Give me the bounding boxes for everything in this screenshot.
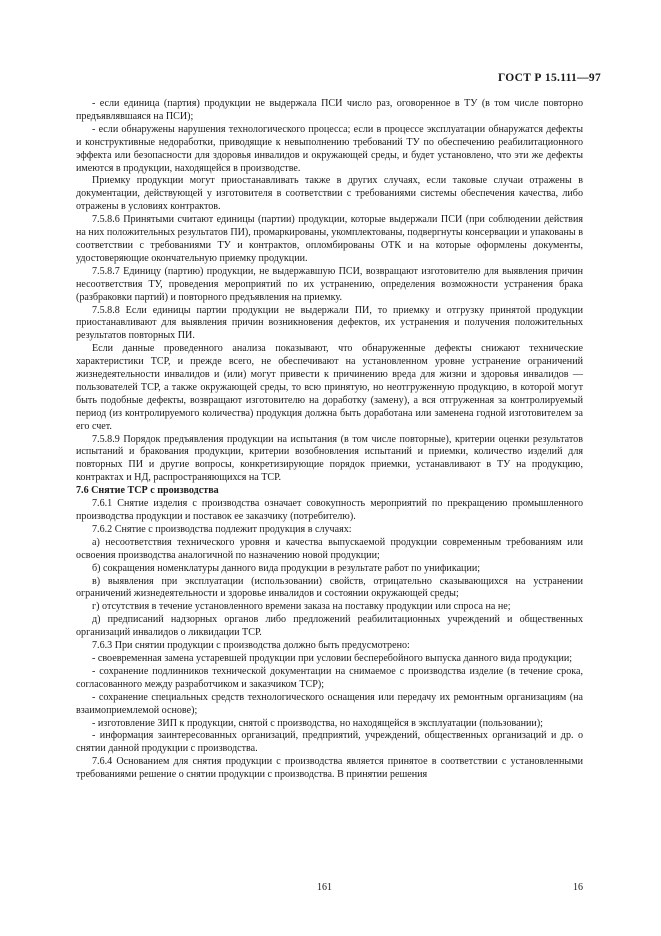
sheet-number: 16: [573, 882, 583, 893]
paragraph: 7.5.8.9 Порядок предъявления продукции на испытания (в том числе повторные), критерии оценки результатов испытаний и бракования продукции, критерии возобновления испытаний и приемки, количество изделий для повторных ПИ и другие вопросы, конкретизирующие порядок приемки, устанавливают в ТУ на продукцию, контрактах и НД, распространяющихся на ТСР.: [76, 433, 583, 484]
paragraph: - если единица (партия) продукции не выдержала ПСИ число раз, оговоренное в ТУ (в том числе повторно предъявлявшаяся на ПСИ);: [76, 98, 583, 122]
list-item: б) сокращения номенклатуры данного вида продукции в результате работ по унификации;: [92, 562, 481, 574]
list-item: в) выявления при эксплуатации (использовании) свойств, отрицательно сказывающихся на устранении ограничений жизнедеятельности и здоровье инвалидов и состоянии окружающей среды;: [76, 575, 583, 600]
document-body: [76, 98, 583, 782]
paragraph: 7.6.3 При снятии продукции с производства должно быть предусмотрено:: [92, 640, 410, 652]
list-item: д) предписаний надзорных органов либо предложений реабилитационных учреждений и общественных организаций инвалидов о ликвидации ТСР.: [76, 614, 583, 639]
paragraph: 7.6.1 Снятие изделия с производства означает совокупность мероприятий по прекращению промышленного производства продукции и поставок ее заказчику (потребителю).: [76, 498, 583, 522]
list-item: - сохранение специальных средств технологического оснащения или передачу их ремонтным организациям (на взаимоприемлемой основе);: [76, 691, 583, 716]
paragraph: 7.5.8.8 Если единицы партии продукции не выдержали ПИ, то приемку и отгрузку принятой продукции приостанавливают для выявления причин возникновения дефектов, их устранения и получения положительных результатов повторных ПИ.: [76, 304, 583, 342]
paragraph: - если обнаружены нарушения технологического процесса; если в процессе эксплуатации обнаружатся дефекты и конструктивные недоработки, приводящие к невыполнению требований ТУ по обеспечению реабилитационного эффекта или безопасности для здоровья инвалидов и окружающей среды, и будет установлено, что эти же дефекты имеются в продукции, находящейся в производстве.: [76, 123, 583, 174]
paragraph: Приемку продукции могут приостанавливать также в других случаях, если таковые случаи отражены в документации, действующей у изготовителя в соответствии с требованиями системы обеспечения качества, либо отражены в условиях контрактов.: [76, 175, 583, 213]
list-item: - своевременная замена устаревшей продукции при условии бесперебойного выпуска данного вида продукции;: [92, 652, 573, 664]
list-item: - сохранение подлинников технической документации на снимаемое с производства изделие (в течение срока, согласованного между разработчиком и заказчиком ТСР);: [76, 665, 583, 690]
paragraph: 7.6.4 Основанием для снятия продукции с производства является принятое в соответствии с установленными требованиями решение о снятии продукции с производства. В принятии решения: [76, 756, 583, 781]
section-heading: 7.6 Снятие ТСР с производства: [76, 485, 219, 497]
list-item: - информация заинтересованных организаций, предприятий, учреждений, общественных организаций и др. о снятии данной продукции с производства.: [76, 730, 583, 755]
list-item: г) отсутствия в течение установленного времени заказа на поставку продукции или спроса на не;: [92, 601, 511, 613]
list-item: а) несоответствия технического уровня и качества выпускаемой продукции современным требованиям или освоения производства аналогичной по назначению новой продукции;: [76, 536, 583, 561]
paragraph: 7.6.2 Снятие с производства подлежит продукция в случаях:: [92, 523, 352, 535]
list-item: - изготовление ЗИП к продукции, снятой с производства, но находящейся в эксплуатации (пользовании);: [92, 717, 543, 729]
paragraph: 7.5.8.7 Единицу (партию) продукции, не выдержавшую ПСИ, возвращают изготовителю для выявления причин несоответствия ТУ, проведения мероприятий по их устранению, определения возможности устранения брака (разбраковки партий) и повторного предъявления на приемку.: [76, 265, 583, 303]
paragraph: Если данные проведенного анализа показывают, что обнаруженные дефекты снижают технические характеристики ТСР, и прежде всего, не обеспечивают на установленном уровне устранение ограничений жизнедеятельности инвалидов и (или) могут привести к причинению вреда для жизни и здоровья инвалидов — пользователей ТСР, а также окружающей среды, то всю принятую, но неотгруженную продукцию, в которой могут быть подобные дефекты, возвращают изготовителю на доработку (замену), а вся отгруженная за контролируемый период (из контролируемого количества) продукция должна быть доработана или заменена годной изготовителем за его счет.: [76, 343, 583, 432]
document-id-header: ГОСТ Р 15.111—97: [497, 72, 601, 84]
page-number: 161: [317, 882, 332, 893]
paragraph: 7.5.8.6 Принятыми считают единицы (партии) продукции, которые выдержали ПСИ (при соблюдении действия на них положительных результатов ПИ), промаркированы, укомплектованы, подвергнуты консервации и упакованы в соответствии с требованиями ТУ и контрактов, опломбированы ОТК и на которые оформлены документы, удостоверяющие окончательную приемку продукции.: [76, 214, 583, 264]
